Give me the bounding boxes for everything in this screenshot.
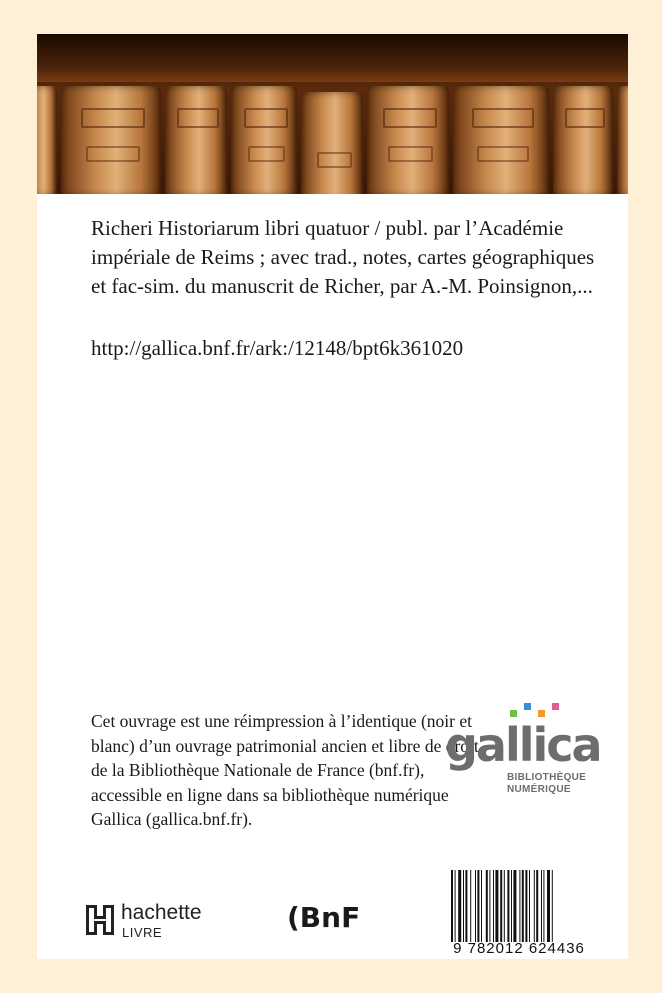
book-spine xyxy=(37,86,57,194)
gallica-url-link[interactable]: http://gallica.bnf.fr/ark:/12148/bpt6k361020 xyxy=(91,336,464,360)
hachette-sub: LIVRE xyxy=(122,925,163,940)
book-spine xyxy=(367,86,449,194)
gallica-wordmark: gallica xyxy=(445,718,601,772)
book-spine xyxy=(453,86,549,194)
book-spine xyxy=(165,86,227,194)
isbn-number: 9 782012 624436 xyxy=(453,940,585,957)
book-title: Richeri Historiarum libri quatuor / publ. par l’Académie impériale de Reims ; avec trad., notes, cartes géographiques et fac-sim. du manuscrit de Richer, par A.-M. Poinsignon,... xyxy=(91,216,595,298)
isbn-barcode xyxy=(445,866,593,959)
book-spine xyxy=(231,86,297,194)
gallica-dot-icon xyxy=(552,703,559,710)
book-spine xyxy=(553,86,613,194)
hachette-name: hachette xyxy=(121,901,202,924)
bookshelf-banner-image xyxy=(37,34,628,194)
book-spine xyxy=(301,92,363,194)
reprint-notice: Cet ouvrage est une réimpression à l’identique (noir et blanc) d’un ouvrage patrimonial ancien et libre de droit de la Bibliothèque Nationale de France (bnf.fr), accessible en ligne dans sa bibliothèque numérique Gallica (gallica.bnf.fr). xyxy=(91,711,479,829)
gallica-dot-icon xyxy=(524,703,531,710)
hachette-livre-logo xyxy=(85,902,225,942)
hachette-h-icon xyxy=(85,904,115,936)
gallica-logo xyxy=(445,702,601,795)
gallica-dot-icon xyxy=(538,710,545,717)
bnf-logo: (BnF xyxy=(287,901,361,934)
barcode-bars xyxy=(451,870,587,942)
book-spine xyxy=(61,86,161,194)
shelf-shadow xyxy=(37,34,628,82)
gallica-subtitle-line1: BIBLIOTHÈQUE xyxy=(507,772,587,783)
back-cover xyxy=(37,34,628,959)
gallica-dot-icon xyxy=(510,710,517,717)
gallica-subtitle-line2: NUMÉRIQUE xyxy=(507,784,571,795)
book-spine xyxy=(617,86,628,194)
